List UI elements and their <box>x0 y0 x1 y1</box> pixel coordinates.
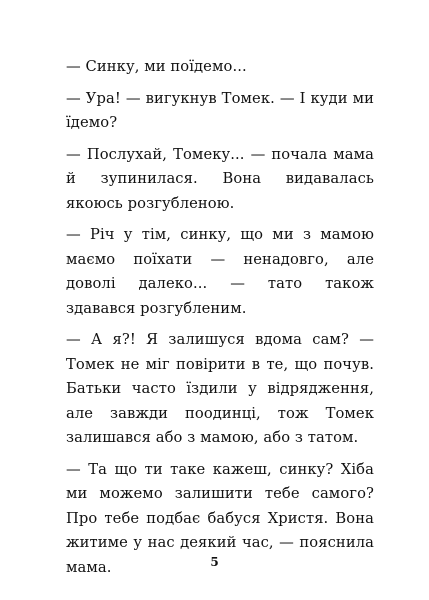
paragraph-2: — Ура! — вигукнув Томек. — І куди ми їдемо? <box>66 89 374 131</box>
paragraph-1: — Синку, ми поїдемо... <box>66 58 247 75</box>
body-text <box>66 55 374 587</box>
paragraph-4: — Річ у тім, синку, що ми з мамою маємо поїхати — ненадовго, але доволі далеко... — тато також здавався розгубленим. <box>66 226 374 317</box>
paragraph-3: — Послухай, Томеку... — почала мама й зупинилася. Вона видавалась якоюсь розгубленою. <box>66 145 374 212</box>
paragraph-5: — А я?! Я залишуся вдома сам? — Томек не міг повірити в те, що почув. Батьки часто їздили у відрядження, але завжди поодинці, тож Томек залишався або з мамою, або з татом. <box>66 331 374 446</box>
paragraph-6: — Та що ти таке кажеш, синку? Хіба ми можемо залишити тебе самого? Про тебе подбає бабуся Христя. Вона житиме у нас деякий час, — пояснила мама. <box>66 460 374 576</box>
page-number: 5 <box>210 555 219 569</box>
